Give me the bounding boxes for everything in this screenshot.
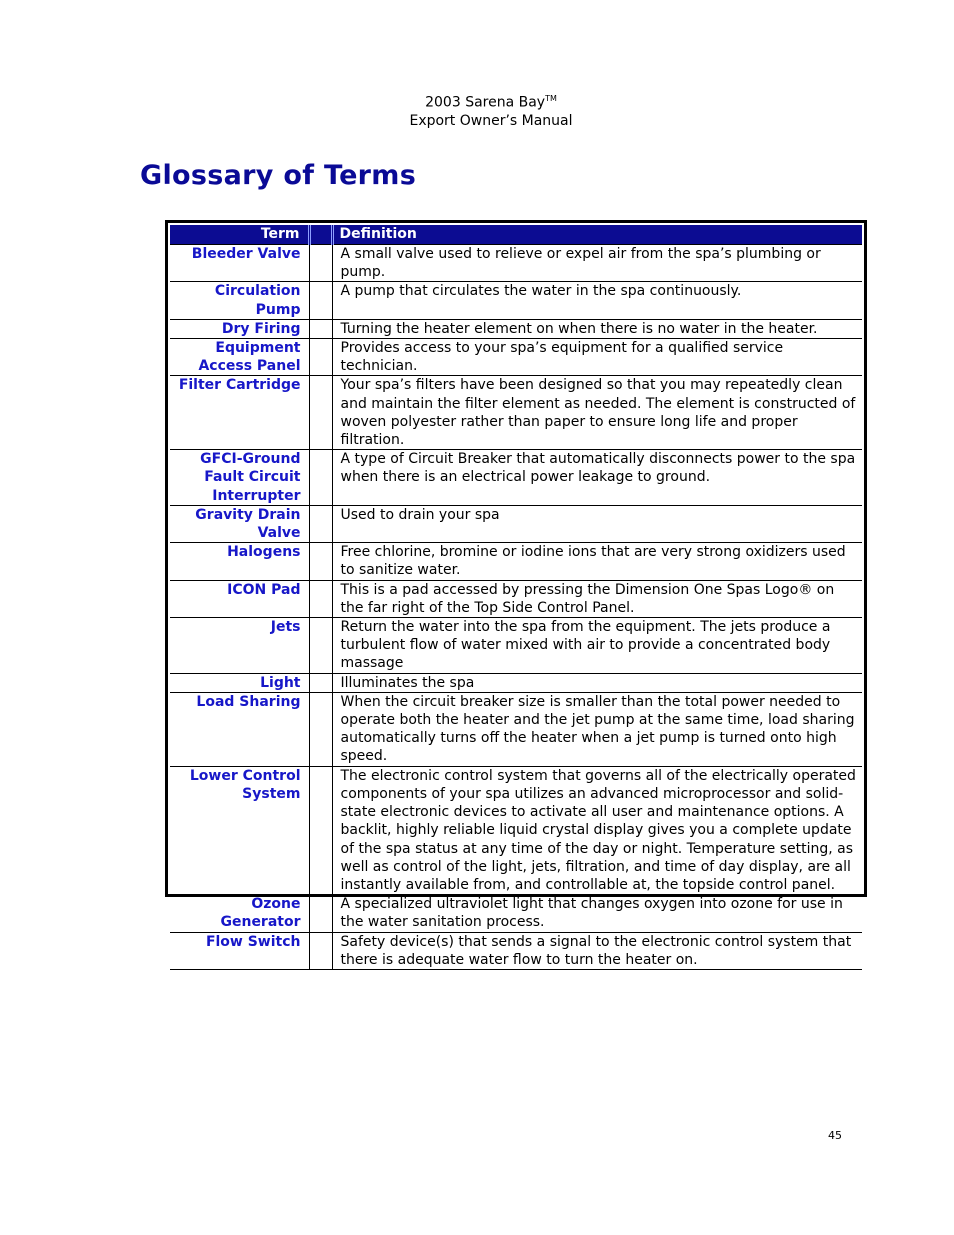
- glossary-definition: Illuminates the spa: [332, 673, 862, 692]
- glossary-definition: A pump that circulates the water in the spa continuously.: [332, 282, 862, 319]
- glossary-term: Flow Switch: [170, 932, 309, 969]
- glossary-definition: Safety device(s) that sends a signal to the electronic control system that there is adequate water flow to turn the heater on.: [332, 932, 862, 969]
- glossary-term: GFCI-Ground Fault Circuit Interrupter: [170, 450, 309, 506]
- spacer-cell: [309, 339, 332, 376]
- glossary-term: Gravity Drain Valve: [170, 505, 309, 542]
- glossary-term: Ozone Generator: [170, 895, 309, 932]
- glossary-definition: The electronic control system that governs all of the electrically operated components of your spa utilizes an advanced microprocessor and solid-state electronic devices to activate all user and maintenance options. A backlit, highly reliable liquid crystal display gives you a complete update of the spa status at any time of the day or night. Temperature setting, as well as control of the light, jets, filtration, and time of day display, are all instantly available from, and controllable at, the topside control panel.: [332, 766, 862, 894]
- glossary-definition: Turning the heater element on when there is no water in the heater.: [332, 319, 862, 338]
- glossary-term: Lower Control System: [170, 766, 309, 894]
- table-row: [170, 450, 862, 506]
- glossary-table: [170, 225, 862, 970]
- glossary-definition: A specialized ultraviolet light that changes oxygen into ozone for use in the water sanitation process.: [332, 895, 862, 932]
- table-row: [170, 895, 862, 932]
- table-row: [170, 376, 862, 450]
- table-row: [170, 692, 862, 766]
- glossary-definition: When the circuit breaker size is smaller than the total power needed to operate both the heater and the jet pump at the same time, load sharing automatically turns off the heater when a jet pump is turned onto high speed.: [332, 692, 862, 766]
- spacer-cell: [309, 543, 332, 580]
- glossary-term: Halogens: [170, 543, 309, 580]
- glossary-term: ICON Pad: [170, 580, 309, 617]
- spacer-cell: [309, 692, 332, 766]
- glossary-term: Dry Firing: [170, 319, 309, 338]
- glossary-body: [170, 245, 862, 970]
- glossary-term: Bleeder Valve: [170, 245, 309, 282]
- table-row: [170, 580, 862, 617]
- spacer-cell: [309, 766, 332, 894]
- trademark-symbol: TM: [545, 94, 557, 103]
- spacer-cell: [309, 450, 332, 506]
- page-number: 45: [828, 1129, 842, 1142]
- table-row: [170, 245, 862, 282]
- table-row: [170, 282, 862, 319]
- page-title: Glossary of Terms: [140, 160, 417, 191]
- spacer-cell: [309, 319, 332, 338]
- spacer-cell: [309, 505, 332, 542]
- product-name: 2003 Sarena Bay: [425, 94, 546, 111]
- table-row: [170, 618, 862, 674]
- glossary-definition: Return the water into the spa from the equipment. The jets produce a turbulent flow of water mixed with air to provide a concentrated body massage: [332, 618, 862, 674]
- table-row: [170, 319, 862, 338]
- table-row: [170, 932, 862, 969]
- glossary-definition: Your spa’s filters have been designed so that you may repeatedly clean and maintain the filter element as needed. The element is constructed of woven polyester rather than paper to ensure long life and proper filtration.: [332, 376, 862, 450]
- table-row: [170, 766, 862, 894]
- glossary-term: Light: [170, 673, 309, 692]
- glossary-term: Jets: [170, 618, 309, 674]
- column-header-definition: Definition: [332, 225, 862, 245]
- glossary-term: Filter Cartridge: [170, 376, 309, 450]
- table-row: [170, 339, 862, 376]
- spacer-cell: [309, 245, 332, 282]
- column-header-term: Term: [170, 225, 309, 245]
- spacer-cell: [309, 580, 332, 617]
- table-row: [170, 673, 862, 692]
- column-header-spacer: [309, 225, 332, 245]
- glossary-definition: Used to drain your spa: [332, 505, 862, 542]
- spacer-cell: [309, 673, 332, 692]
- spacer-cell: [309, 932, 332, 969]
- glossary-table-frame: [165, 220, 867, 968]
- glossary-term: Load Sharing: [170, 692, 309, 766]
- header-line-1: [0, 90, 954, 112]
- spacer-cell: [309, 376, 332, 450]
- spacer-cell: [309, 618, 332, 674]
- table-row: [170, 543, 862, 580]
- header-line-2: Export Owner’s Manual: [409, 112, 573, 129]
- document-header: [0, 90, 954, 130]
- glossary-definition: Provides access to your spa’s equipment for a qualified service technician.: [332, 339, 862, 376]
- table-header-row: [170, 225, 862, 245]
- glossary-definition: Free chlorine, bromine or iodine ions that are very strong oxidizers used to sanitize water.: [332, 543, 862, 580]
- spacer-cell: [309, 895, 332, 932]
- glossary-definition: A type of Circuit Breaker that automatically disconnects power to the spa when there is an electrical power leakage to ground.: [332, 450, 862, 506]
- glossary-term: Circulation Pump: [170, 282, 309, 319]
- glossary-term: Equipment Access Panel: [170, 339, 309, 376]
- spacer-cell: [309, 282, 332, 319]
- table-row: [170, 505, 862, 542]
- glossary-definition: A small valve used to relieve or expel air from the spa’s plumbing or pump.: [332, 245, 862, 282]
- glossary-definition: This is a pad accessed by pressing the Dimension One Spas Logo® on the far right of the Top Side Control Panel.: [332, 580, 862, 617]
